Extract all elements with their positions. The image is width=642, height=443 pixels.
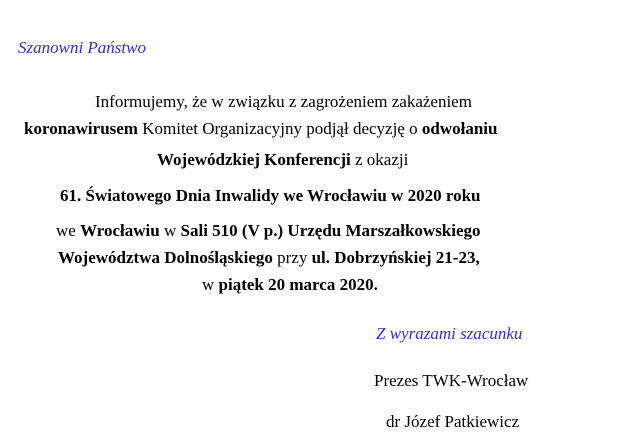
bold-segment: Sali 510 (V p.) Urzędu Marszałkowskiego — [180, 221, 481, 240]
bold-segment: koronawirusem — [24, 119, 138, 138]
paragraph-1-line-3 — [157, 150, 408, 170]
signer-title: Prezes TWK-Wrocław — [374, 371, 529, 390]
bold-segment: odwołaniu — [421, 119, 498, 138]
closing-phrase: Z wyrazami szacunku — [376, 324, 523, 343]
text-segment: przy — [272, 248, 312, 267]
text-segment: we — [56, 221, 81, 240]
bold-segment: Województwa Dolnośląskiego — [58, 248, 273, 267]
paragraph-1-line-4 — [60, 186, 480, 206]
bold-segment: ul. Dobrzyńskiej 21-23, — [311, 248, 480, 267]
text-segment: Komitet Organizacyjny podjął decyzję o — [137, 119, 422, 138]
text-segment: Informujemy, że w związku z zagrożeniem zakażeniem — [95, 92, 472, 111]
paragraph-2-line-2 — [58, 248, 480, 268]
signer-name: dr Józef Patkiewicz — [386, 412, 520, 431]
salutation: Szanowni Państwo — [18, 38, 146, 57]
bold-segment: 61. Światowego Dnia Inwalidy we Wrocławiu w 2020 roku — [60, 186, 481, 205]
text-segment: w — [159, 221, 181, 240]
paragraph-2-line-1 — [56, 221, 481, 241]
text-segment: w — [202, 275, 219, 294]
bold-segment: piątek 20 marca 2020. — [218, 275, 378, 294]
paragraph-1-line-1 — [95, 92, 472, 112]
bold-segment: Wojewódzkiej Konferencji — [157, 150, 351, 169]
bold-segment: Wrocławiu — [80, 221, 160, 240]
text-segment: z okazji — [350, 150, 409, 169]
paragraph-1-line-2 — [24, 119, 497, 139]
paragraph-2-line-3 — [202, 275, 378, 295]
